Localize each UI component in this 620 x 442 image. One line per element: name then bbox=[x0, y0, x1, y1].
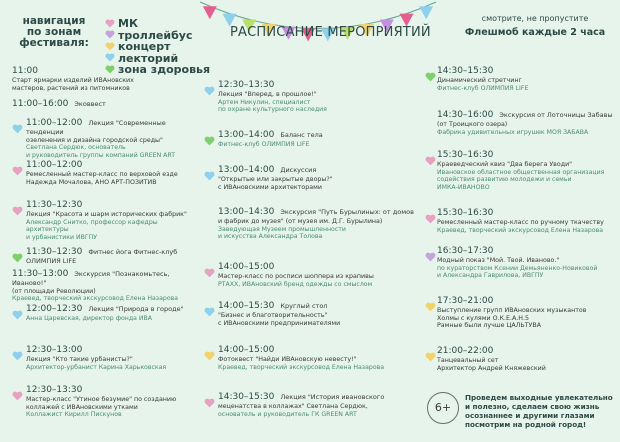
event-line: Архитектор Андрей Княжевский bbox=[437, 364, 546, 372]
event-time: 13:00–14:00 bbox=[218, 130, 275, 140]
heart-icon bbox=[12, 248, 23, 267]
event-line: и фабрик до музея" (от музея им. Д.Г. Бурылина) bbox=[218, 218, 383, 225]
aside-subtitle: смотрите, не пропустите bbox=[481, 14, 589, 23]
event-time: 11:30–12:30 bbox=[26, 200, 83, 210]
event-time: 11:00 bbox=[12, 66, 38, 76]
event-host: и урбанистики ИВГПУ bbox=[26, 233, 98, 241]
event-time: 14:00–15:00 bbox=[218, 345, 275, 355]
legend-item-concert: концерт bbox=[105, 41, 210, 53]
event-host: и руководитель группы компаний GREEN ART bbox=[26, 151, 176, 159]
event-line: Мастер-класс по росписи шоппера из крапивы bbox=[218, 273, 374, 280]
event-time: 12:00–12:30 bbox=[26, 304, 83, 314]
event-line: Выступление групп ИВАновских музыкантов bbox=[437, 307, 587, 314]
event-title: Лекция "Современные тенденции bbox=[26, 119, 166, 136]
schedule-event bbox=[437, 208, 617, 234]
heart-icon bbox=[425, 297, 436, 316]
schedule-event bbox=[437, 150, 617, 191]
event-line: "Бизнес и благотворительность" bbox=[218, 312, 328, 319]
schedule-event bbox=[218, 207, 418, 241]
schedule-event bbox=[26, 247, 195, 266]
event-line: Лекция "Кто такие урбанисты?" bbox=[26, 356, 133, 363]
event-time: 15:30–16:30 bbox=[437, 150, 494, 160]
event-host: Фитнес-клуб ОЛИМПИЯ LIFE bbox=[437, 84, 529, 92]
event-time: 13:00–14:30 bbox=[218, 207, 275, 217]
heart-icon bbox=[425, 151, 436, 170]
event-time: 16:30–17:30 bbox=[437, 246, 494, 256]
event-host: Фабрика удивительных игрушек МОЯ ЗАБАВА bbox=[437, 128, 589, 136]
event-host: Краевед, творческий экскурсовод Елена Назарова bbox=[218, 363, 385, 371]
event-time: 12:30–13:00 bbox=[26, 345, 83, 355]
event-title: Лекция "История ивановского bbox=[280, 393, 385, 401]
heart-icon bbox=[12, 386, 23, 405]
schedule-event bbox=[26, 304, 195, 323]
schedule-event bbox=[218, 165, 418, 191]
event-title: Лекция "Природа в городе" bbox=[88, 305, 184, 313]
event-host: и искусства Александра Толова bbox=[218, 233, 323, 240]
schedule-event bbox=[218, 262, 418, 288]
event-time: 14:30–15:30 bbox=[437, 66, 494, 76]
event-line: (от площади Революции) bbox=[12, 287, 96, 295]
event-line: Модный показ "Мой. Твой. Иваново." bbox=[437, 257, 560, 264]
heart-icon bbox=[425, 67, 436, 86]
legend-item-lecture: лекторий bbox=[105, 53, 210, 65]
heart-icon bbox=[105, 19, 115, 29]
event-time: 11:00–16:00 bbox=[12, 99, 69, 109]
page-title: РАСПИСАНИЕ МЕРОПРИЯТИЙ bbox=[230, 25, 431, 40]
heart-icon bbox=[204, 346, 215, 365]
heart-icon bbox=[425, 209, 436, 228]
event-time: 12:30–13:30 bbox=[26, 385, 83, 395]
event-host: Краевед, творческий экскурсовод Елена Назарова bbox=[12, 295, 179, 302]
event-host: Коллажист Кирилл Пискунов bbox=[26, 411, 122, 418]
event-time: 13:00–14:00 bbox=[218, 165, 275, 175]
event-line: Ремесленный мастер-класс по ручному ткачеству bbox=[437, 219, 604, 226]
event-time: 14:30–15:30 bbox=[218, 392, 275, 402]
legend-item-trolley: троллейбус bbox=[105, 30, 210, 42]
event-line: мастеров, растений из питомников bbox=[12, 84, 130, 92]
event-time: 14:30–16:00 bbox=[437, 110, 494, 120]
event-host: Александр Снитко, профессор кафедры архитектуры bbox=[26, 218, 158, 233]
heart-icon bbox=[12, 305, 23, 324]
event-line: Лекция "Вперед, в прошлое!" bbox=[218, 91, 317, 98]
heart-icon bbox=[12, 201, 23, 220]
event-host: Светлана Сердюк, основатель bbox=[26, 144, 126, 151]
event-line: озеленения и дизайна городской среды" bbox=[26, 136, 163, 144]
event-host: РТАХХ, ИВАновский бренд одежды со смыслом bbox=[218, 280, 373, 288]
heart-icon bbox=[204, 263, 215, 282]
heart-icon bbox=[204, 131, 215, 150]
event-line: с ИВАновскими архитекторами bbox=[218, 183, 322, 191]
event-line: меценатства в коллажах" Светлана Сердюк, bbox=[218, 403, 368, 410]
nav-title: навигация по зонам фестиваля: bbox=[19, 15, 89, 49]
heart-icon bbox=[12, 161, 23, 180]
heart-icon bbox=[105, 42, 115, 52]
event-time: 11:30–12:30 bbox=[26, 247, 83, 257]
event-host: Ивановское областное общественная организация bbox=[437, 168, 605, 176]
event-host: по охране культурного наследия bbox=[218, 106, 327, 113]
event-host: Артем Никулин, специалист bbox=[218, 98, 311, 106]
event-time: 14:00–15:00 bbox=[218, 262, 275, 272]
schedule-event bbox=[26, 200, 195, 241]
schedule-event bbox=[12, 99, 195, 110]
event-host: Анна Царевская, директор фонда ИВА bbox=[26, 315, 152, 322]
event-line: "Открытые или закрытые дворы?" bbox=[218, 176, 333, 183]
event-time: 21:00–22:00 bbox=[437, 346, 494, 356]
aside-headline: Флешмоб каждые 2 часа bbox=[464, 27, 606, 38]
event-time: 12:30–13:30 bbox=[218, 80, 275, 90]
schedule-event bbox=[12, 269, 195, 303]
event-line: коллажей с ИВАновскими утками bbox=[26, 403, 138, 411]
schedule-event bbox=[26, 160, 195, 186]
heart-icon bbox=[425, 247, 436, 266]
event-line: Надежда Мочалова, АНО АРТ-ПОЗИТИВ bbox=[26, 178, 157, 186]
event-time: 11:00–12:00 bbox=[26, 118, 83, 128]
bunting-flag bbox=[203, 6, 217, 19]
schedule-event bbox=[437, 296, 617, 330]
event-host: ИМКА-ИВАНОВО bbox=[437, 183, 490, 191]
event-title: Круглый стол bbox=[280, 302, 328, 310]
schedule-event bbox=[437, 66, 617, 92]
schedule-event bbox=[437, 110, 617, 136]
schedule-event bbox=[26, 345, 195, 371]
schedule-event bbox=[218, 80, 418, 114]
heart-icon bbox=[204, 393, 215, 412]
event-time: 17:30–21:00 bbox=[437, 296, 494, 306]
event-time: 11:30–13:00 bbox=[12, 269, 69, 279]
event-title: Эковвест bbox=[74, 100, 106, 108]
event-time: 11:00–12:00 bbox=[26, 160, 83, 170]
event-line: Старт ярмарки изделий ИВАновских bbox=[12, 77, 134, 84]
event-time: 15:30–16:30 bbox=[437, 208, 494, 218]
event-title: Экскурсия "Путь Бурылиных: от домов bbox=[280, 208, 414, 216]
event-host: по кураторством Ксении Демьяненко-Новиковой bbox=[437, 264, 598, 272]
event-title: Баланс тела bbox=[280, 131, 323, 139]
event-line: с ИВАновскими предпринимателями bbox=[218, 319, 341, 327]
bunting-flag bbox=[419, 6, 433, 19]
schedule-event bbox=[437, 246, 617, 280]
legend-item-mk: МК bbox=[105, 18, 210, 30]
event-host: Фитнес-клуб ОЛИМПИЯ LIFE bbox=[218, 141, 310, 148]
age-rating-badge: 6+ bbox=[427, 392, 459, 424]
legend-item-health: зона здоровья bbox=[105, 64, 210, 76]
schedule-event bbox=[26, 118, 195, 159]
schedule-event bbox=[218, 301, 418, 327]
event-title: Дискуссия bbox=[280, 166, 317, 174]
event-time: 14:00–15:30 bbox=[218, 301, 275, 311]
heart-icon bbox=[425, 347, 436, 366]
heart-icon bbox=[204, 302, 215, 321]
heart-icon bbox=[12, 119, 23, 138]
event-line: Мастер-класс "Утиное безумие" по созданию bbox=[26, 396, 177, 403]
heart-icon bbox=[204, 166, 215, 185]
footer-note: Проведем выходные увлекательно и полезно, сделаем свою жизнь осознаннее и другими глазами посмотрим на родной город! bbox=[465, 393, 613, 429]
event-line: Танцевальный сет bbox=[437, 357, 499, 364]
schedule-event bbox=[26, 385, 195, 419]
event-host: основатель и руководитель ГК GREEN ART bbox=[218, 410, 357, 418]
event-host: Архитектор-урбанист Карина Харьковская bbox=[26, 363, 167, 371]
event-title: Фитнес йога Фитнес-клуб ОЛИМПИЯ LIFE bbox=[26, 248, 178, 265]
schedule-event bbox=[437, 346, 617, 372]
schedule-event bbox=[12, 66, 195, 92]
event-line: Ремесленный мастер-класс по верховой езде bbox=[26, 171, 178, 178]
heart-icon bbox=[105, 30, 115, 40]
event-host: содействия развитию молодежи и семьи bbox=[437, 176, 572, 183]
event-line: Краеведческий квиз "Два берега Уводи" bbox=[437, 161, 573, 168]
event-title: Экскурсия от Лоточницы Забавы bbox=[499, 111, 613, 119]
schedule-event bbox=[218, 130, 418, 149]
event-line: (от Троицкого озера) bbox=[437, 121, 508, 128]
event-host: Краевед, творческий экскурсовод Елена Назарова bbox=[437, 226, 604, 234]
event-host: и Александра Гаврилова, ИВГПУ bbox=[437, 272, 544, 279]
flashmob-note bbox=[450, 14, 620, 38]
event-title: Экскурсия "Познакомьтесь, Иваново!" bbox=[12, 270, 170, 287]
heart-icon bbox=[105, 53, 115, 63]
event-line: Лекция "Красота и шарм исторических фабрик" bbox=[26, 211, 187, 218]
heart-icon bbox=[12, 346, 23, 365]
event-line: Холмы с кулями О.К.Е.А.Н.5 bbox=[437, 314, 530, 322]
event-line: Фотоквест "Найди ИВАновскую невесту!" bbox=[218, 356, 357, 363]
schedule-event bbox=[218, 345, 418, 371]
schedule-event bbox=[218, 392, 418, 418]
event-line: Рамные были лучше ЦАЛЬТУВА bbox=[437, 322, 542, 329]
event-line: Динамический стретчинг bbox=[437, 77, 522, 84]
heart-icon bbox=[204, 81, 215, 100]
event-host: Заведующая Музеем промышленности bbox=[218, 225, 346, 233]
